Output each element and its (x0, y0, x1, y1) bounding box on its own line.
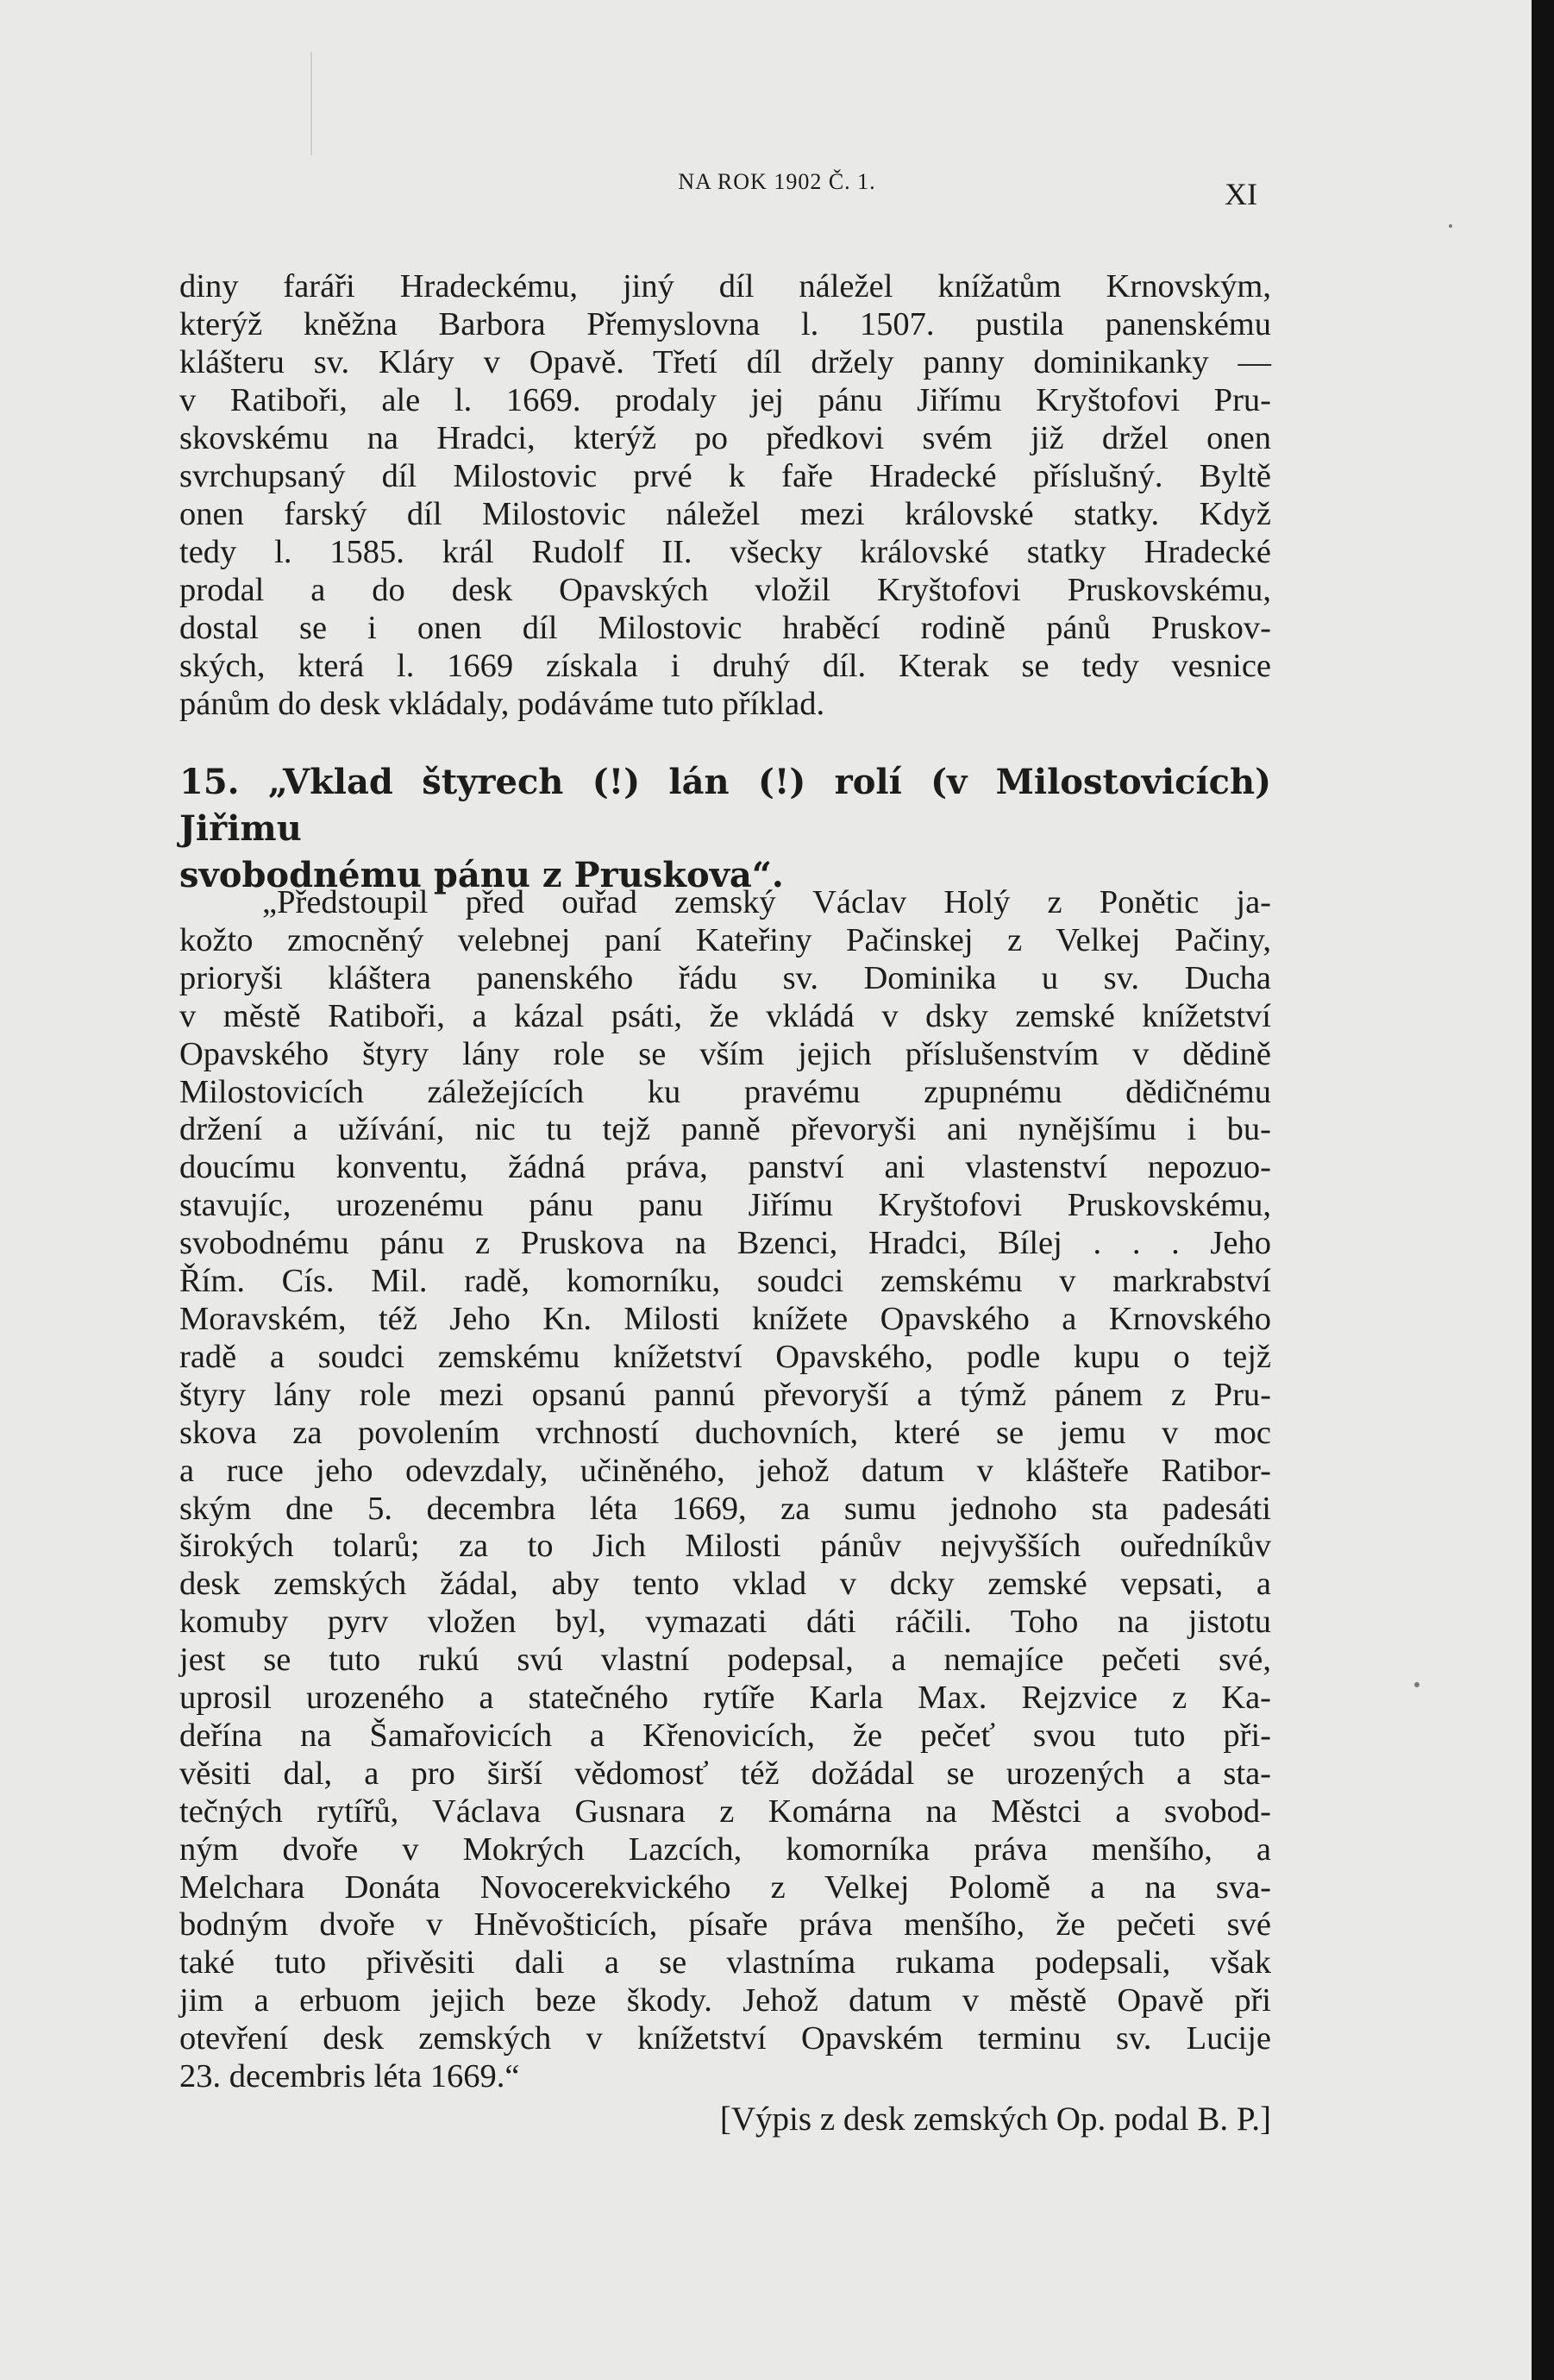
text-line: doucímu konventu, žádná práva, panství ani vlastenství nepozuo- (179, 1149, 1271, 1186)
text-line: širokých tolarů; za to Jich Milosti pánův nejvyšších ouředníkův (179, 1528, 1271, 1565)
text-line: jim a erbuom jejich beze škody. Jehož datum v městě Opavě při (179, 1982, 1271, 2019)
text-line: uprosil urozeného a statečného rytíře Karla Max. Rejzvice z Ka- (179, 1680, 1271, 1717)
heading-line: 15. „Vklad štyrech (!) lán (!) rolí (v Milostovicích) Jiřimu (179, 762, 1271, 849)
source-note: [Výpis z desk zemských Op. podal B. P.] (719, 2101, 1271, 2138)
quoted-document (179, 884, 1271, 2096)
text-line: diny faráři Hradeckému, jiný díl náležel knížatům Krnovským, (179, 268, 1271, 305)
text-line: desk zemských žádal, aby tento vklad v dcky zemské vepsati, a (179, 1566, 1271, 1603)
text-line: tedy l. 1585. král Rudolf II. všecky královské statky Hradecké (179, 534, 1271, 570)
running-header: NA ROK 1902 Č. 1. (678, 169, 876, 194)
text-line: jest se tuto rukú svú vlastní podepsal, a nemajíce pečeti své, (179, 1642, 1271, 1679)
text-line: a ruce jeho odevzdaly, učiněného, jehož datum v klášteře Ratibor- (179, 1452, 1271, 1489)
text-line: prodal a do desk Opavských vložil Kryštofovi Pruskovskému, (179, 572, 1271, 608)
text-line: věsiti dal, a pro širší vědomosť též dožádal se urozených a sta- (179, 1755, 1271, 1792)
text-line: držení a užívání, nic tu tejž panně převoryši ani nynějšímu i bu- (179, 1111, 1271, 1148)
page-edge-shadow (1532, 0, 1554, 2380)
text-line: stavujíc, urozenému pánu panu Jiřímu Kryštofovi Pruskovskému, (179, 1187, 1271, 1224)
heading-line: svobodnému pánu z Pruskova“. (179, 855, 784, 895)
text-line: 23. decembris léta 1669.“ (179, 2058, 520, 2095)
text-line: v městě Ratiboři, a kázal psáti, že vkládá v dsky zemské knížetství (179, 997, 1271, 1034)
section-heading (179, 759, 1271, 899)
ink-speck (1414, 1682, 1419, 1687)
text-line: ských, která l. 1669 získala i druhý díl. Kterak se tedy vesnice (179, 648, 1271, 684)
text-line: tečných rytířů, Václava Gusnara z Komárna na Městci a svobod- (179, 1793, 1271, 1830)
text-line: komuby pyrv vložen byl, vymazati dáti ráčili. Toho na jistotu (179, 1604, 1271, 1641)
text-line: svrchupsaný díl Milostovic prvé k faře Hradecké příslušný. Byltě (179, 458, 1271, 494)
text-line: svobodnému pánu z Pruskova na Bzenci, Hradci, Bílej . . . Jeho (179, 1225, 1271, 1262)
text-line: Milostovicích záležejících ku pravému zpupnému dědičnému (179, 1073, 1271, 1110)
text-line: radě a soudci zemskému knížetství Opavského, podle kupu o tejž (179, 1338, 1271, 1375)
text-line: kožto zmocněný velebnej paní Kateřiny Pačinskej z Velkej Pačiny, (179, 921, 1271, 958)
text-line: skova za povolením vrchností duchovních, které se jemu v moc (179, 1414, 1271, 1451)
text-line: dostal se i onen díl Milostovic hraběcí rodině pánů Pruskov- (179, 610, 1271, 646)
paragraph-continuation (179, 267, 1271, 723)
text-line: také tuto přivěsiti dali a se vlastníma rukama podepsali, však (179, 1944, 1271, 1981)
text-line: skovskému na Hradci, kterýž po předkovi svém již držel onen (179, 420, 1271, 456)
text-line: deřína na Šamařovicích a Křenovicích, že pečeť svou tuto při- (179, 1717, 1271, 1754)
scan-artifact (310, 52, 312, 155)
text-line: kterýž kněžna Barbora Přemyslovna l. 1507. pustila panenskému (179, 306, 1271, 342)
text-line: pánům do desk vkládaly, podáváme tuto příklad. (179, 686, 825, 722)
text-line: štyry lány role mezi opsanú pannú převoryší a týmž pánem z Pru- (179, 1376, 1271, 1413)
text-line: Melchara Donáta Novocerekvického z Velkej Polomě a na sva- (179, 1868, 1271, 1906)
text-line: „Předstoupil před ouřad zemský Václav Holý z Ponětic ja- (262, 884, 1271, 920)
text-line: Moravském, též Jeho Kn. Milosti knížete Opavského a Krnovského (179, 1300, 1271, 1337)
text-line: bodným dvoře v Hněvošticích, písaře práva menšího, že pečeti své (179, 1906, 1271, 1944)
text-line: Řím. Cís. Mil. radě, komorníku, soudci zemskému v markrabství (179, 1263, 1271, 1300)
text-line: onen farský díl Milostovic náležel mezi královské statky. Když (179, 496, 1271, 532)
ink-speck (1449, 224, 1452, 228)
text-line: otevření desk zemských v knížetství Opavském terminu sv. Lucije (179, 2020, 1271, 2057)
page-number: XI (1225, 177, 1257, 211)
text-line: klášteru sv. Kláry v Opavě. Třetí díl držely panny dominikanky — (179, 344, 1271, 380)
text-line: prioryši kláštera panenského řádu sv. Dominika u sv. Ducha (179, 959, 1271, 996)
text-line: v Ratiboři, ale l. 1669. prodaly jej pánu Jiřímu Kryštofovi Pru- (179, 382, 1271, 418)
text-line: ským dne 5. decembra léta 1669, za sumu jednoho sta padesáti (179, 1490, 1271, 1527)
text-line: ným dvoře v Mokrých Lazcích, komorníka práva menšího, a (179, 1831, 1271, 1868)
text-line: Opavského štyry lány role se vším jejich příslušenstvím v dědině (179, 1035, 1271, 1072)
